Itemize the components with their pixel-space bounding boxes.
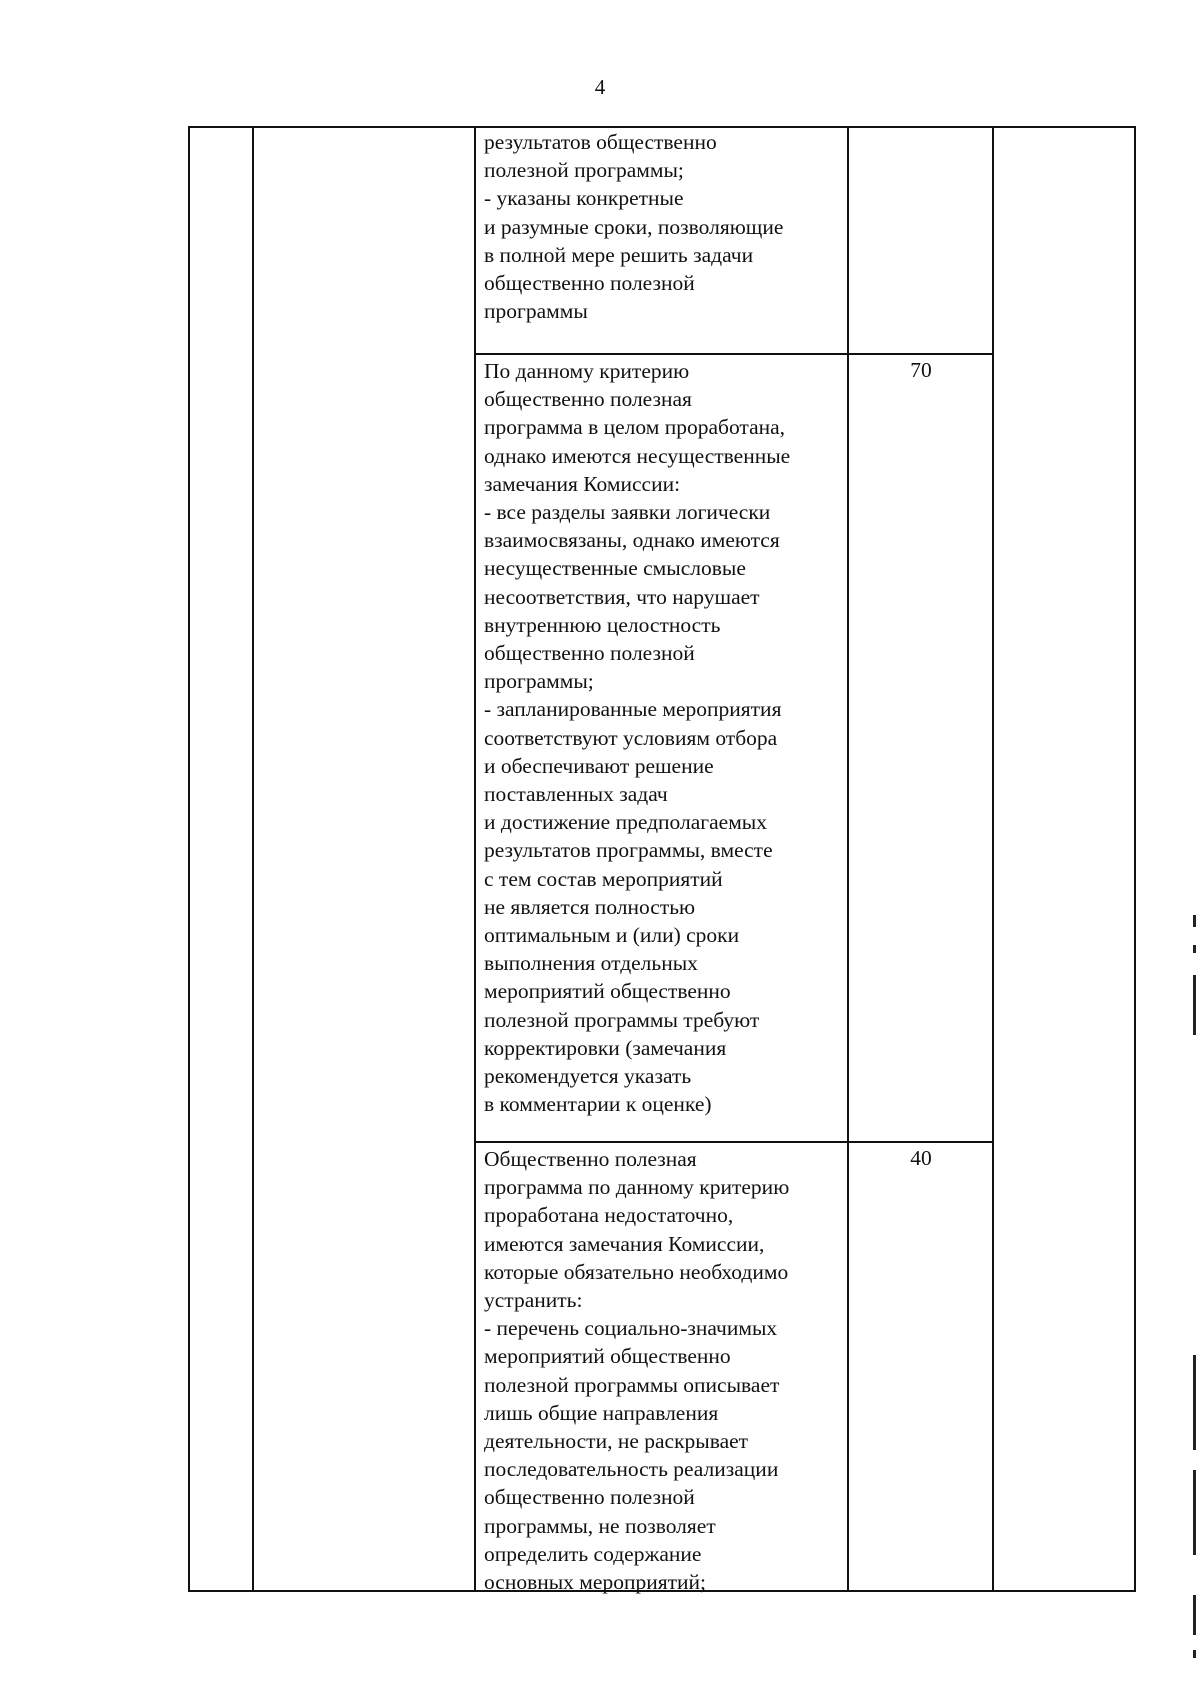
column-divider-3: [847, 126, 849, 1592]
table-right-border: [1134, 126, 1136, 1592]
table-left-border: [188, 126, 190, 1592]
scan-artifact: [1193, 1650, 1196, 1658]
table-row-3-score: 40: [910, 1146, 932, 1170]
row-divider-1: [474, 353, 994, 355]
page-number: 4: [594, 75, 606, 99]
scan-artifact: [1193, 1355, 1196, 1450]
scan-artifact: [1193, 915, 1196, 927]
scan-artifact: [1193, 945, 1196, 953]
table-row-2-score: 70: [910, 358, 932, 382]
column-divider-4: [992, 126, 994, 1592]
column-divider-1: [252, 126, 254, 1592]
table-row-3-description: Общественно полезная программа по данному критерию проработана недостаточно, имеются замечания Комиссии, которые обязательно необходимо устранить: - перечень социально-значимых мероприятий общественно полезной программы описывает лишь общие направления деятельности, не раскрывает последовательность реализации общественно полезной программы, не позволяет определить содержание основных мероприятий;: [484, 1147, 790, 1595]
scan-artifact: [1193, 1470, 1196, 1555]
column-divider-2: [474, 126, 476, 1592]
scan-artifact: [1193, 975, 1196, 1035]
scan-artifact: [1193, 1595, 1196, 1635]
table-row-1-description: результатов общественно полезной программы; - указаны конкретные и разумные сроки, позволяющие в полной мере решить задачи общественно полезной программы: [484, 130, 784, 324]
table-row-2-description: По данному критерию общественно полезная программа в целом проработана, однако имеются несущественные замечания Комиссии: - все разделы заявки логически взаимосвязаны, однако имеются несущественные смысловые несоответствия, что нарушает внутреннюю целостность общественно полезной программы; - запланированные мероприятия соответствуют условиям отбора и обеспечивают решение поставленных задач и достижение предполагаемых результатов программы, вместе с тем состав мероприятий не является полностью оптимальным и (или) сроки выполнения отдельных мероприятий общественно полезной программы требуют корректировки (замечания рекомендуется указать в комментарии к оценке): [484, 359, 791, 1117]
row-divider-2: [474, 1141, 994, 1143]
